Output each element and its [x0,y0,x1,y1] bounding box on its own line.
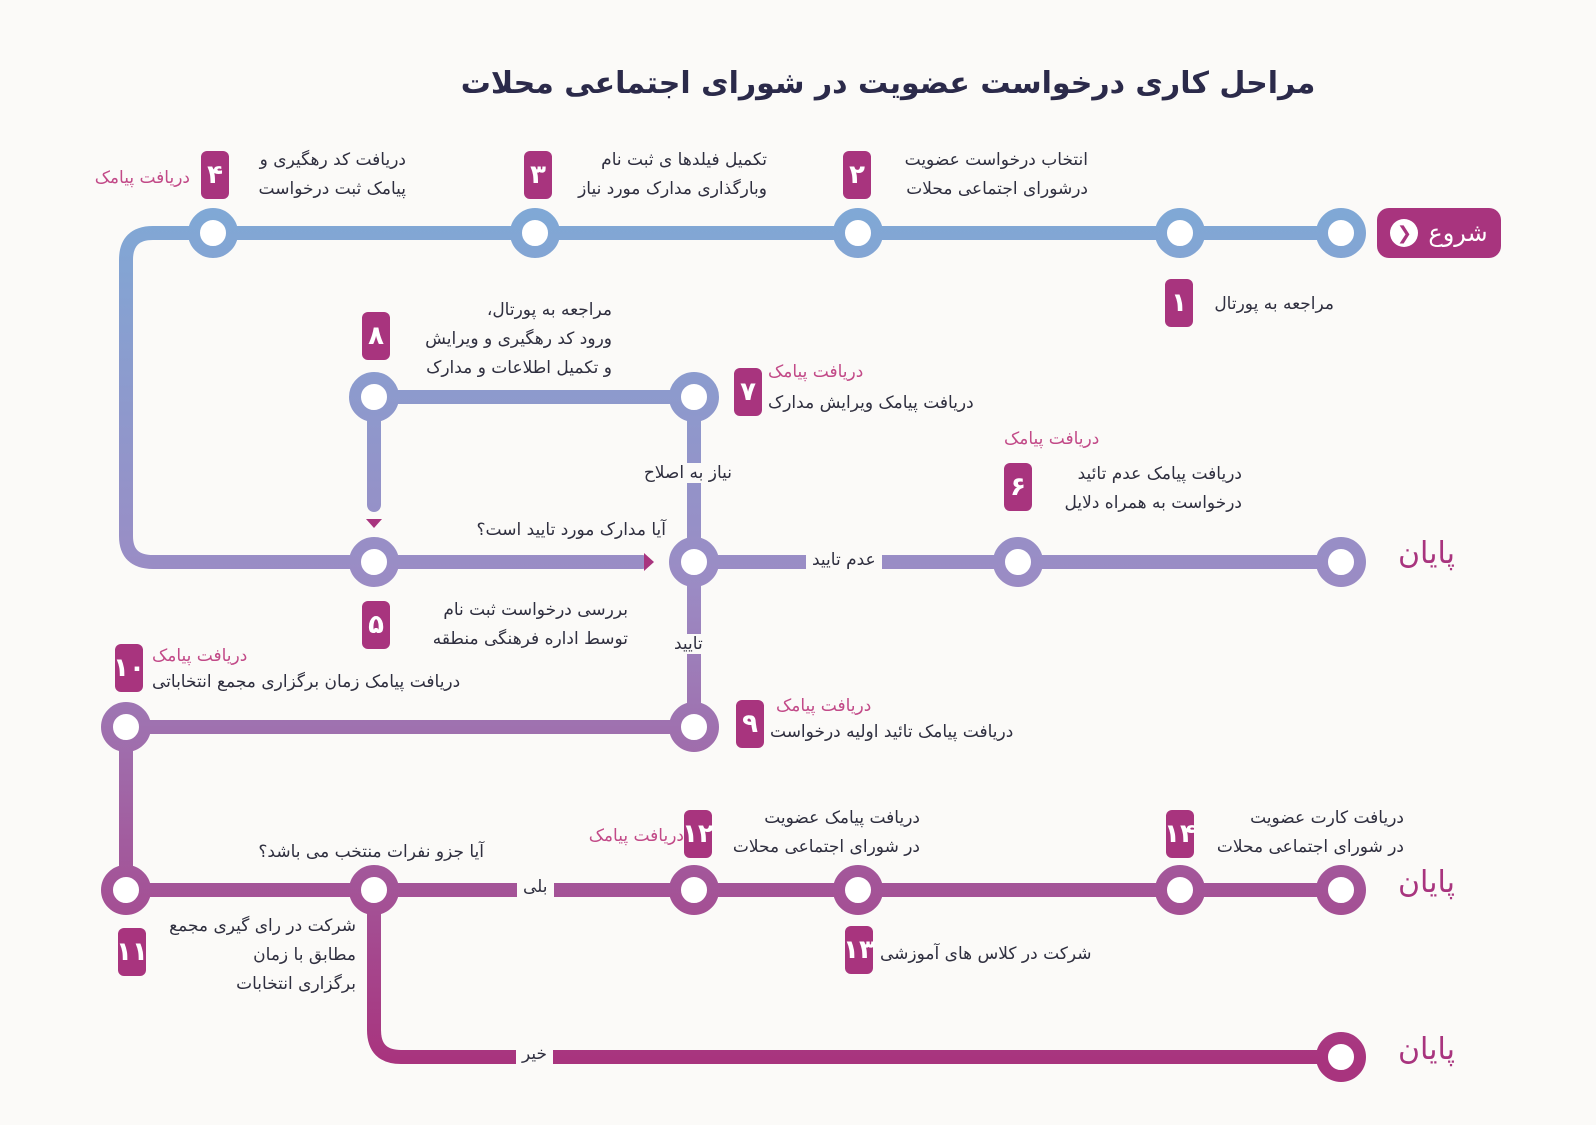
node-12 [675,871,713,909]
step-12-sms-label: دریافت پیامک [588,826,684,846]
node-9 [675,708,713,746]
node-14 [1161,871,1199,909]
step-5-text [433,596,628,654]
step-1-badge: ۱ [1165,279,1193,327]
step-9-sms-label: دریافت پیامک [776,696,872,716]
step-6-line2: درخواست به همراه دلایل [1064,493,1242,513]
step-10-sms-label: دریافت پیامک [152,646,248,666]
step-2-text [905,146,1088,204]
step-10-badge: ۱۰ [115,644,143,692]
step-3-line2: وبارگذاری مدارک مورد نیاز [578,179,767,199]
node-1 [1161,214,1199,252]
step-4-sms-label: دریافت پیامک [94,168,190,188]
step-10-text: دریافت پیامک زمان برگزاری مجمع انتخاباتی [152,672,461,692]
node-13 [839,871,877,909]
step-1-text: مراجعه به پورتال [1214,294,1334,314]
step-2-line2: درشورای اجتماعی محلات [906,179,1088,199]
step-3-text [578,146,767,204]
step-6-text [1065,460,1242,518]
no-label: خیر [516,1044,553,1064]
node-7 [675,378,713,416]
step-2-badge: ۲ [843,151,871,199]
arrow-right-marker [644,553,654,571]
node-end-no [1322,1038,1360,1076]
node-4 [194,214,232,252]
step-9-text: دریافت پیامک تائید اولیه درخواست [770,722,1014,742]
step-11-badge: ۱۱ [118,928,146,976]
needs-fix-label: نیاز به اصلاح [638,463,738,483]
node-decision-elected [355,871,393,909]
step-11-line1: شرکت در رای گیری مجمع [169,916,356,936]
step-11-line3: برگزاری انتخابات [236,974,356,994]
step-3-line1: تکمیل فیلدها ی ثبت نام [601,150,767,170]
step-6-line1: دریافت پیامک عدم تائید [1077,464,1242,484]
rejected-label: عدم تایید [806,550,882,570]
start-button[interactable] [1377,208,1501,258]
yes-label: بلی [517,877,554,897]
step-11-line2: مطابق با زمان [253,945,356,965]
step-14-badge: ۱۴ [1166,810,1194,858]
node-start [1322,214,1360,252]
step-7-sms-label: دریافت پیامک [768,362,864,382]
start-label: شروع [1428,219,1488,247]
step-14-line1: دریافت کارت عضویت [1250,808,1404,828]
elected-question-label: آیا جزو نفرات منتخب می باشد؟ [258,842,484,862]
node-end-success [1322,871,1360,909]
step-12-badge: ۱۲ [684,810,712,858]
step-13-text: شرکت در کلاس های آموزشی [880,944,1092,964]
step-7-text: دریافت پیامک ویرایش مدارک [768,393,974,413]
docs-question-label: آیا مدارک مورد تایید است؟ [476,520,666,540]
node-5 [355,543,393,581]
end-label-no: پایان [1398,1032,1456,1067]
step-7-badge: ۷ [734,368,762,416]
page-title: مراحل کاری درخواست عضویت در شورای اجتماعی محلات [460,66,1316,101]
step-6-badge: ۶ [1004,463,1032,511]
step-9-badge: ۹ [736,700,764,748]
end-label-success: پایان [1398,865,1456,900]
step-8-line2: ورود کد رهگیری و ویرایش [425,329,612,349]
step-12-line1: دریافت پیامک عضویت [764,808,920,828]
node-11 [107,871,145,909]
step-11-text [169,912,356,999]
approved-label: تایید [668,634,709,654]
arrow-down-marker [366,519,382,528]
step-14-line2: در شورای اجتماعی محلات [1216,837,1404,857]
step-4-text [259,146,406,204]
node-decision-docs [675,543,713,581]
step-5-badge: ۵ [362,601,390,649]
end-label-reject: پایان [1398,536,1456,571]
step-14-text [1217,804,1404,862]
step-12-text [733,804,920,862]
step-8-line3: و تکمیل اطلاعات و مدارک [426,358,612,378]
node-10 [107,708,145,746]
node-2 [839,214,877,252]
step-6-sms-label: دریافت پیامک [1004,429,1100,449]
node-3 [516,214,554,252]
step-8-badge: ۸ [362,312,390,360]
step-4-badge: ۴ [201,151,229,199]
step-12-line2: در شورای اجتماعی محلات [732,837,920,857]
node-6 [999,543,1037,581]
step-5-line2: توسط اداره فرهنگی منطقه [432,629,628,649]
step-13-badge: ۱۳ [845,926,873,974]
step-2-line1: انتخاب درخواست عضویت [904,150,1088,170]
step-5-line1: بررسی درخواست ثبت نام [443,600,628,620]
step-8-line1: مراجعه به پورتال، [486,300,612,320]
node-8 [355,378,393,416]
step-4-line1: دریافت کد رهگیری و [259,150,406,170]
step-4-line2: پیامک ثبت درخواست [258,179,406,199]
step-3-badge: ۳ [524,151,552,199]
chevron-left-icon: ❮ [1390,219,1418,247]
step-8-text [425,296,612,383]
node-end-reject [1322,543,1360,581]
